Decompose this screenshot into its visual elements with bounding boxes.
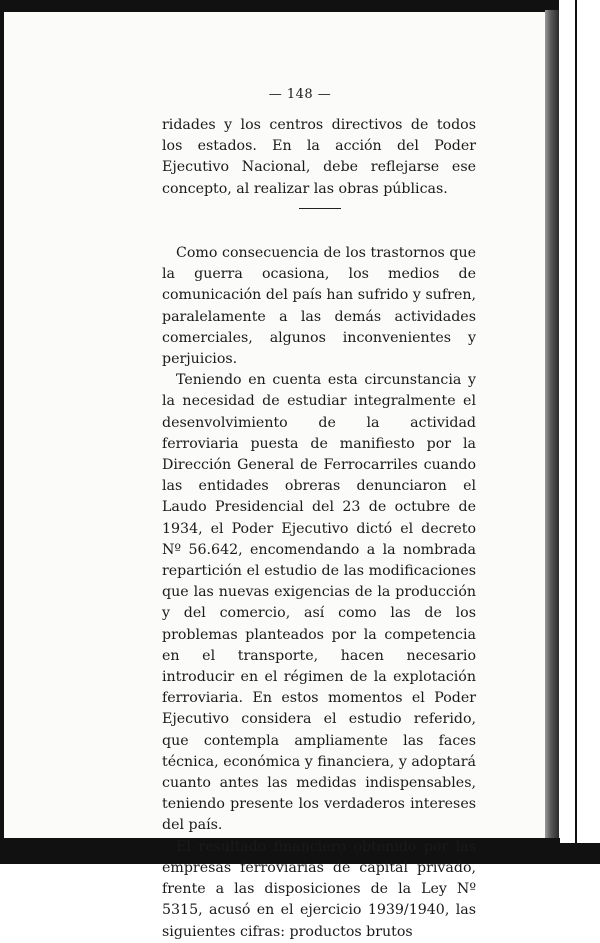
scan-border-bottom-right [559,843,600,864]
scan-border-left [0,0,4,864]
page-number: — 148 — [268,87,332,102]
continuation-paragraph: ridades y los centros directivos de todos los estados. En la acción del Poder Ejecutivo Nacional, debe reflejarse ese concepto, al realizar las obras públicas. [162,117,476,197]
scan-border-right-shadow [545,10,559,860]
paragraph: El resultado financiero obtenido por las empresas ferroviarias de capital privado, frente a las disposiciones de la Ley Nº 5315, acusó en el ejercicio 1939/1940, las siguientes cifras: productos brutos [162,838,476,940]
continuation-text-block [162,115,476,200]
paragraph: Como consecuencia de los trastornos que la guerra ocasiona, los medios de comunicación del país han sufrido y sufren, paralelamente a las demás actividades comerciales, algunos inconvenientes y perjuicios. [162,245,476,368]
scan-margin-right [559,0,600,864]
scan-border-top [0,0,560,12]
body-text-block [162,243,476,943]
section-separator [299,208,341,209]
scan-border-right [575,0,577,864]
paragraph: Teniendo en cuenta esta circunstancia y la necesidad de estudiar integralmente el desenvolvimiento de la actividad ferroviaria puesta de manifiesto por la Dirección General de Ferrocarriles cuando las entidades obreras denunciaron el Laudo Presidencial del 23 de octubre de 1934, el Poder Ejecutivo dictó el decreto Nº 56.642, encomendando a la nombrada repartición el estudio de las modificaciones que las nuevas exigencias de la producción y del comercio, así como las de los problemas planteados por la competencia en el transporte, hacen necesario introducir en el régimen de la explotación ferroviaria. En estos momentos el Poder Ejecutivo considera el estudio referido, que contempla ampliamente las faces técnica, económica y financiera, y adoptará cuanto antes las medidas indispensables, teniendo presente los verdaderos intereses del país. [162,372,476,834]
